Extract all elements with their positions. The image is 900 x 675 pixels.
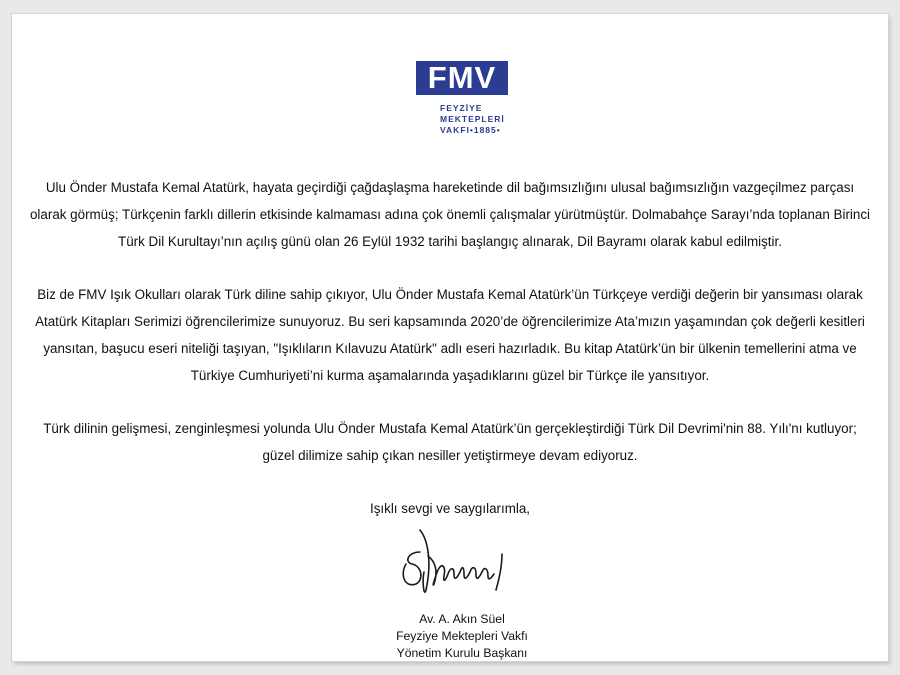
logo-mark (416, 61, 508, 95)
closing-line: Işıklı sevgi ve saygılarımla, (370, 501, 530, 516)
fmv-logo (402, 47, 518, 151)
logo-mark-text: FMV (427, 60, 497, 95)
paragraph-2: Biz de FMV Işık Okulları olarak Türk diline sahip çıkıyor, Ulu Önder Mustafa Kemal Atatürk’ün Türkçeye verdiği değerin bir yansıması olarak Atatürk Kitapları Serimizi öğrencilerimize sunuyoruz. Bu seri kapsamında 2020’de öğrencilerimize Ata’mızın yaşamından çok değerli kesitleri yansıtan, başucu eseri niteliği taşıyan, "Işıklıların Kılavuzu Atatürk" adlı eseri hazırladık. Bu kitap Atatürk’ün bir ülkenin temellerini atma ve Türkiye Cumhuriyeti’ni kurma aşamalarında yaşadıklarını güzel bir Türkçe ile yansıtıyor. (35, 287, 865, 383)
signer-organization: Feyziye Mektepleri Vakfı (396, 629, 528, 643)
signer-position: Yönetim Kurulu Başkanı (396, 646, 528, 660)
paragraph-3: Türk dilinin gelişmesi, zenginleşmesi yolunda Ulu Önder Mustafa Kemal Atatürk’ün gerçekleştirdiği Türk Dil Devrimi'nin 88. Yılı'nı kutluyor; güzel dilimize sahip çıkan nesiller yetiştirmeye devam ediyoruz. (43, 421, 857, 463)
logo-line-2: MEKTEPLERİ (440, 114, 505, 124)
letter-body (28, 174, 872, 522)
logo-line-1: FEYZİYE (440, 103, 483, 113)
signer-name: Av. A. Akın Süel (419, 612, 505, 626)
signature-image (398, 522, 528, 602)
paragraph-1: Ulu Önder Mustafa Kemal Atatürk, hayata geçirdiği çağdaşlaşma hareketinde dil bağımsızlığını ulusal bağımsızlığın vazgeçilmez parçası olarak görmüş; Türkçenin farklı dillerin etkisinde kalmaması adına çok önemli çalışmalar yürütmüştür. Dolmabahçe Sarayı’nda toplanan Birinci Türk Dil Kurultayı’nın açılış günü olan 26 Eylül 1932 tarihi başlangıç alınarak, Dil Bayramı olarak kabul edilmiştir. (29, 180, 871, 249)
letter-page (12, 14, 888, 661)
signer-block (342, 611, 582, 662)
logo-line-3: VAKFI•1885• (440, 125, 501, 135)
